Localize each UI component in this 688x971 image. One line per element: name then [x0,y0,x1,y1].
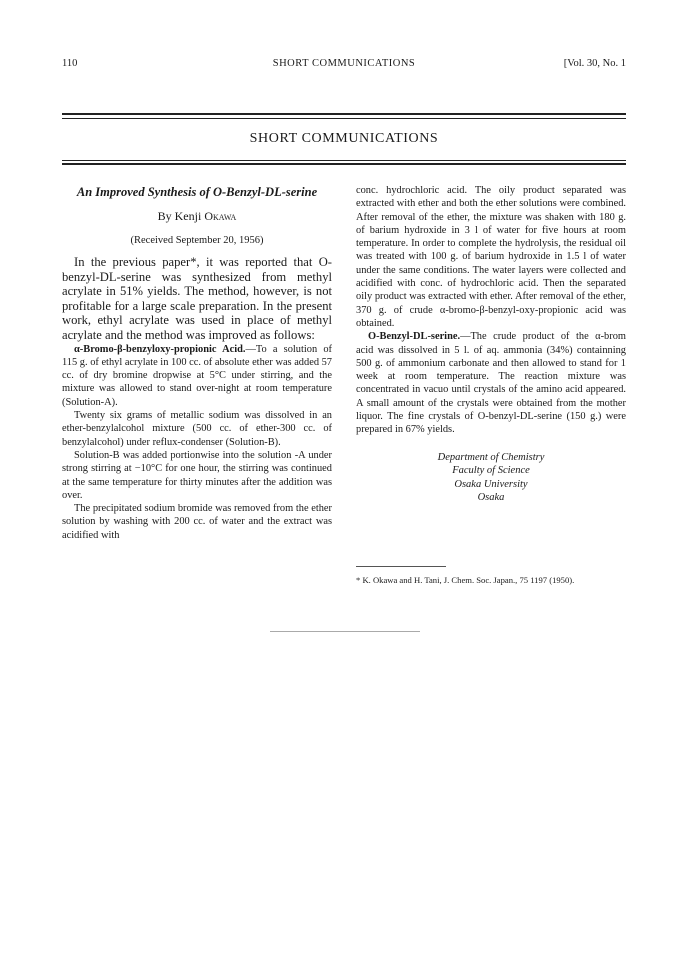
affiliation-department: Department of Chemistry [437,451,545,463]
text-bromo-acid: —To a solution of 115 g. of ethyl acrylate in 100 cc. of absolute ether was added 57 cc. of dry bromine dropwise at 5°C under stirring, and the mixture was allowed to stand over-night at room temperature (Solution-A). [62,343,332,408]
affiliation-faculty: Faculty of Science [452,465,530,477]
author-prefix: By Kenji [157,209,205,223]
author-line [62,209,332,224]
text-benzyl-serine: —The crude product of the α-brom acid was dissolved in 5 l. of aq. ammonia (34%) containning 500 g. of ammonium carbonate and then allowed to stand for 1 week at room temperature. The reaction mixture was concentrated in vacuo until crystals of the amino acid appeared. A small amount of the crystals were obtained from the mother liquor. The fine crystals of O-benzyl-DL-serine (150 g.) were prepared in 67% yields. [356,331,626,436]
paragraph-bromo-acid [62,343,332,409]
heading-benzyl-serine: O-Benzyl-DL-serine. [368,331,461,343]
author-surname: Okawa [204,209,237,223]
section-rule-thin [62,160,626,161]
running-title: SHORT COMMUNICATIONS [272,58,416,69]
heading-bromo-acid: α-Bromo-β-benzyloxy-propionic Acid. [74,343,246,355]
paragraph-benzyl-serine [356,330,626,436]
affiliation [356,451,626,505]
intro-paragraph: In the previous paper*, it was reported that O-benzyl-DL-serine was synthesized from methyl acrylate in 51% yields. The method, however, is not profitable for a large scale preparation. In the present work, ethyl acrylate was used in place of methyl acrylate and the method was improved as follows: [62,255,332,342]
top-rule-thick [62,113,626,115]
paragraph-hydrolysis: conc. hydrochloric acid. The oily product separated was extracted with ether and both the ether solutions were combined. After removal of the ether, the mixture was shaken with 180 g. of barium hydroxide in 3 l of water for five hours at room temperature. In order to complete the hydrolysis, the residual oil was treated with 100 g. of barium hydroxide in 1.5 l of water under the same conditions. The water layers were collected and acidified with conc. of hydrochloric acid. Then the separated oily product was extracted with ether. After removal of the ether, 370 g. of crude α-bromo-β-benzyl-oxy-propionic acid was obtained. [356,185,626,329]
section-title: SHORT COMMUNICATIONS [249,131,439,146]
affiliation-city: Osaka [477,492,505,504]
top-rule-thin [62,118,626,119]
running-header [62,58,626,74]
section-rule-thick [62,163,626,165]
paragraph-addition: Solution-B was added portionwise into the solution -A under strong stirring at −10°C for one hour, the stirring was continued at the same temperature for thirty minutes after the addition was over. [62,449,332,501]
paragraph-workup: The precipitated sodium bromide was removed from the ether solution by washing with 200 cc. of water and the extract was acidified with [62,503,332,541]
page-number: 110 [62,58,78,69]
received-date: (Received September 20, 1956) [130,235,264,246]
footnote-rule [356,566,446,567]
left-column [62,184,332,542]
volume-label: [Vol. 30, No. 1 [563,58,626,69]
footnote: * K. Okawa and H. Tani, J. Chem. Soc. Japan., 75 1197 (1950). [356,575,575,585]
paragraph-solution-b: Twenty six grams of metallic sodium was dissolved in an ether-benzylalcohol mixture (500 cc. of ether-300 cc. of benzylalcohol) under reflux-condenser (Solution-B). [62,410,332,448]
article-title: An Improved Synthesis of O-Benzyl-DL-serine [76,185,318,199]
bottom-divider [270,631,420,632]
affiliation-university: Osaka University [454,478,528,490]
right-column [356,184,626,505]
